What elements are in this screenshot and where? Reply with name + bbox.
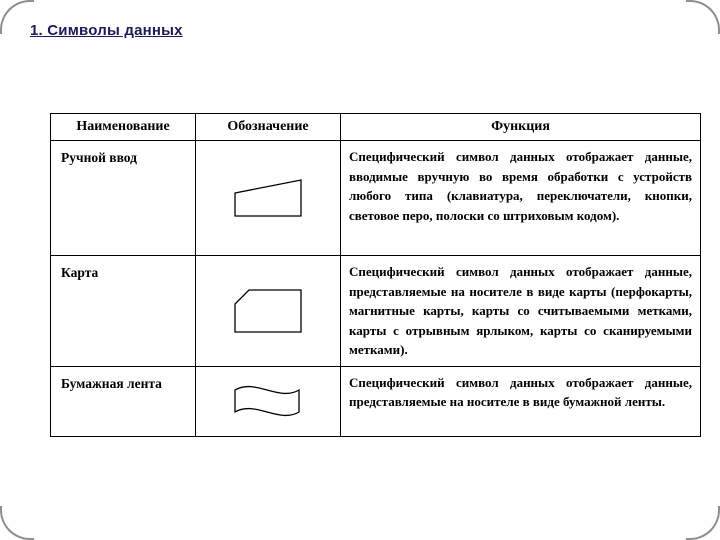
paper-tape-symbol [233,378,303,424]
table-row [51,366,701,436]
corner-mark-bottom-right [686,506,720,540]
header-function: Функция [341,114,701,141]
row-function: Специфический символ данных отображает данные, представляемые на носителе в виде бумажной ленты. [341,366,701,436]
page-title: 1. Символы данных [30,22,183,39]
row-function: Специфический символ данных отображает данные, вводимые вручную во время обработки с устройств любого типа (клавиатура, переключатели, кнопки, световое перо, полоски со штриховым кодом). [341,141,701,256]
symbol-cell [196,366,341,436]
corner-mark-bottom-left [0,506,34,540]
corner-mark-top-right [686,0,720,34]
card-symbol [233,288,303,334]
table-row [51,256,701,367]
table-row [51,141,701,256]
table-header-row [51,114,701,141]
header-name: Наименование [51,114,196,141]
row-function: Специфический символ данных отображает данные, представляемые на носителе в виде карты (перфокарты, магнитные карты, карты со считываемыми метками, карты с отрывным ярлыком, карты со сканируемыми метками). [341,256,701,367]
symbol-cell [196,141,341,256]
row-name: Карта [51,256,196,367]
manual-input-symbol [233,177,303,219]
symbol-cell [196,256,341,367]
row-name: Бумажная лента [51,366,196,436]
header-designation: Обозначение [196,114,341,141]
data-symbols-table [50,113,701,437]
corner-mark-top-left [0,0,34,34]
row-name: Ручной ввод [51,141,196,256]
